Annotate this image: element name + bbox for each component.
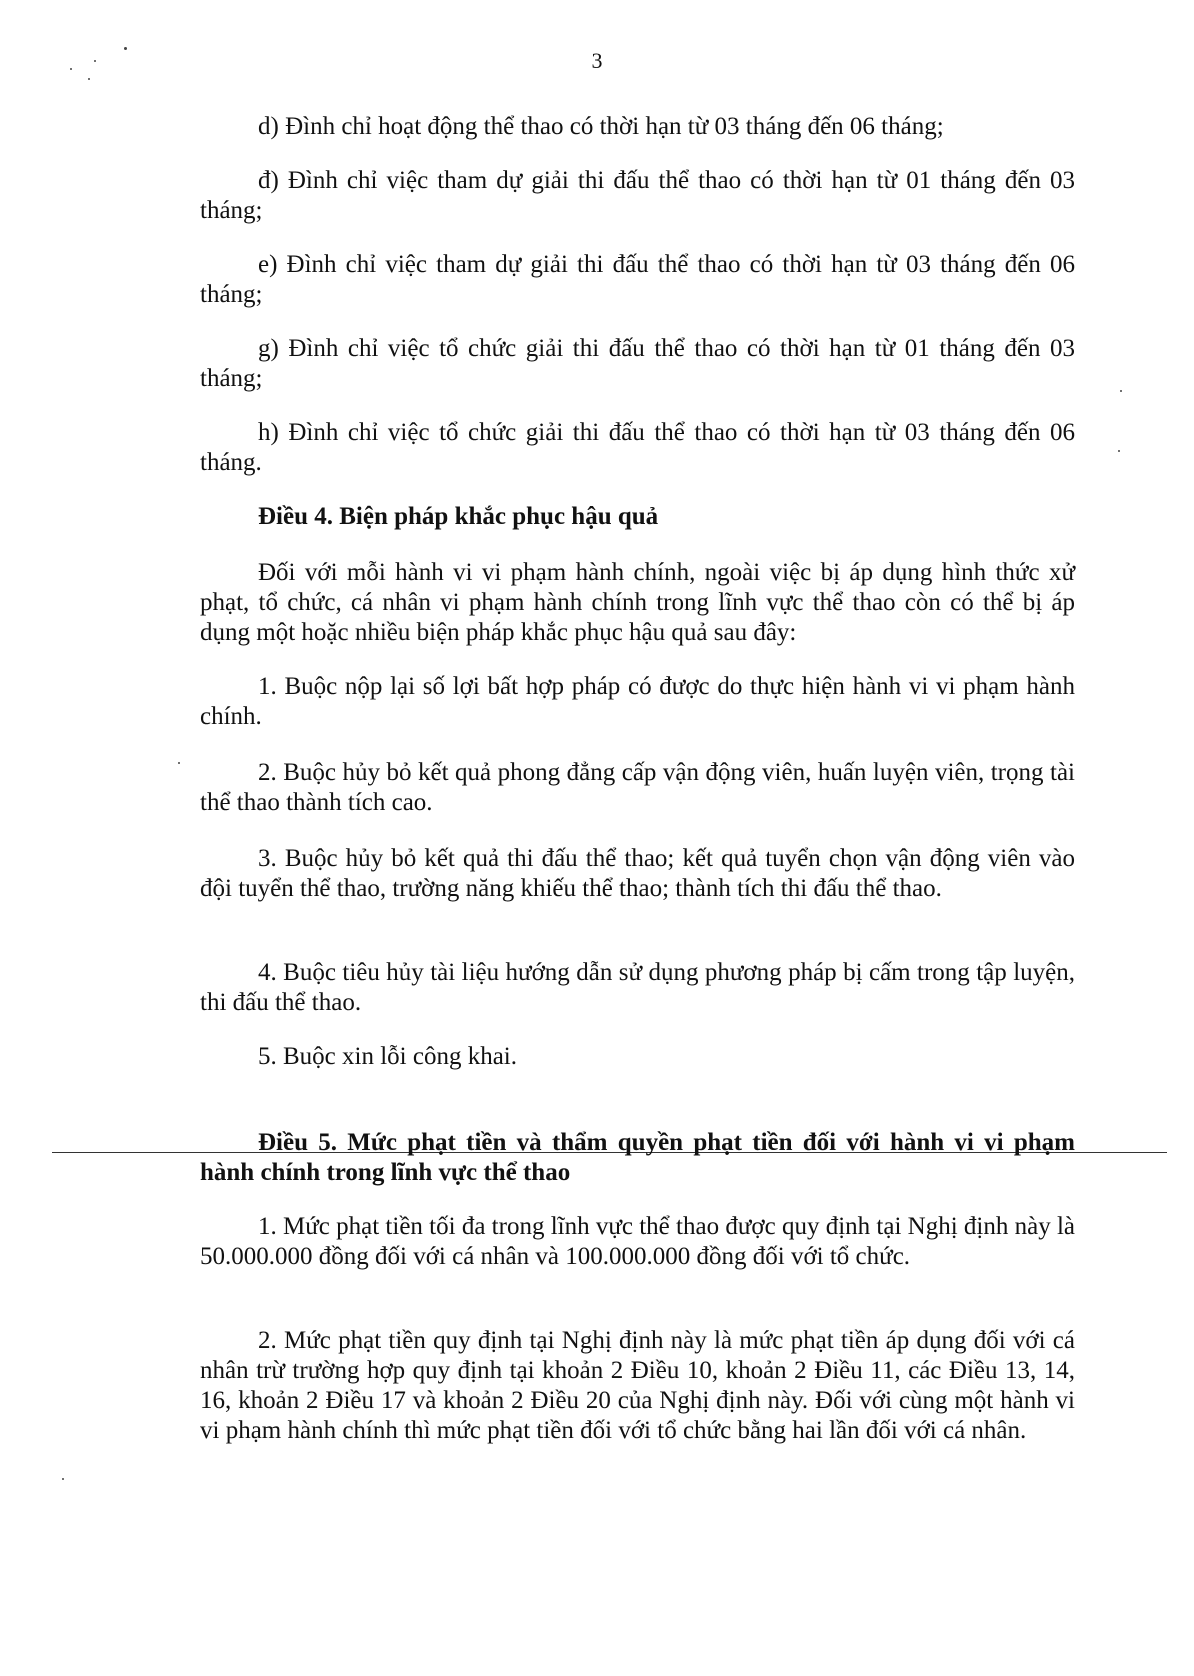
article-4-item-3: 3. Buộc hủy bỏ kết quả thi đấu thể thao; kết quả tuyển chọn vận động viên vào đội tuyển thể thao, trường năng khiếu thể thao; thành tích thi đấu thể thao. [200, 845, 1075, 902]
page-number: 3 [591, 48, 603, 73]
paragraph-g: g) Đình chỉ việc tổ chức giải thi đấu thể thao có thời hạn từ 01 tháng đến 03 tháng; [200, 335, 1075, 392]
scan-speck [94, 60, 96, 62]
article-4-heading: Điều 4. Biện pháp khắc phục hậu quả [258, 503, 659, 530]
article-5-item-1: 1. Mức phạt tiền tối đa trong lĩnh vực thể thao được quy định tại Nghị định này là 50.000.000 đồng đối với cá nhân và 100.000.000 đồng đối với tổ chức. [200, 1213, 1075, 1270]
scan-speck [1120, 390, 1122, 392]
article-4-item-4: 4. Buộc tiêu hủy tài liệu hướng dẫn sử dụng phương pháp bị cấm trong tập luyện, thi đấu thể thao. [200, 959, 1075, 1016]
article-4-item-1: 1. Buộc nộp lại số lợi bất hợp pháp có được do thực hiện hành vi vi phạm hành chính. [200, 673, 1075, 730]
scan-speck [70, 68, 72, 70]
article-4-item-2: 2. Buộc hủy bỏ kết quả phong đẳng cấp vận động viên, huấn luyện viên, trọng tài thể thao thành tích cao. [200, 759, 1075, 816]
scan-speck [1118, 450, 1120, 452]
article-5-heading: Điều 5. Mức phạt tiền và thẩm quyền phạt tiền đối với hành vi vi phạm hành chính trong lĩnh vực thể thao [200, 1129, 1075, 1186]
paragraph-h: h) Đình chỉ việc tổ chức giải thi đấu thể thao có thời hạn từ 03 tháng đến 06 tháng. [200, 419, 1075, 476]
scan-speck [62, 1478, 64, 1480]
scan-speck [124, 47, 127, 50]
scan-speck [178, 762, 180, 764]
paragraph-e: e) Đình chỉ việc tham dự giải thi đấu thể thao có thời hạn từ 03 tháng đến 06 tháng; [200, 251, 1075, 308]
paragraph-dd: đ) Đình chỉ việc tham dự giải thi đấu thể thao có thời hạn từ 01 tháng đến 03 tháng; [200, 167, 1075, 224]
article-5-item-2: 2. Mức phạt tiền quy định tại Nghị định này là mức phạt tiền áp dụng đối với cá nhân trừ trường hợp quy định tại khoản 2 Điều 10, khoản 2 Điều 11, các Điều 13, 14, 16, khoản 2 Điều 17 và khoản 2 Điều 20 của Nghị định này. Đối với cùng một hành vi vi phạm hành chính thì mức phạt tiền đối với tổ chức bằng hai lần đối với cá nhân. [200, 1327, 1075, 1444]
paragraph-d: d) Đình chỉ hoạt động thể thao có thời hạn từ 03 tháng đến 06 tháng; [258, 113, 944, 140]
scan-speck [88, 78, 90, 80]
article-4-intro: Đối với mỗi hành vi vi phạm hành chính, ngoài việc bị áp dụng hình thức xử phạt, tổ chức, cá nhân vi phạm hành chính trong lĩnh vực thể thao còn có thể bị áp dụng một hoặc nhiều biện pháp khắc phục hậu quả sau đây: [200, 559, 1075, 646]
article-4-item-5: 5. Buộc xin lỗi công khai. [258, 1043, 517, 1070]
